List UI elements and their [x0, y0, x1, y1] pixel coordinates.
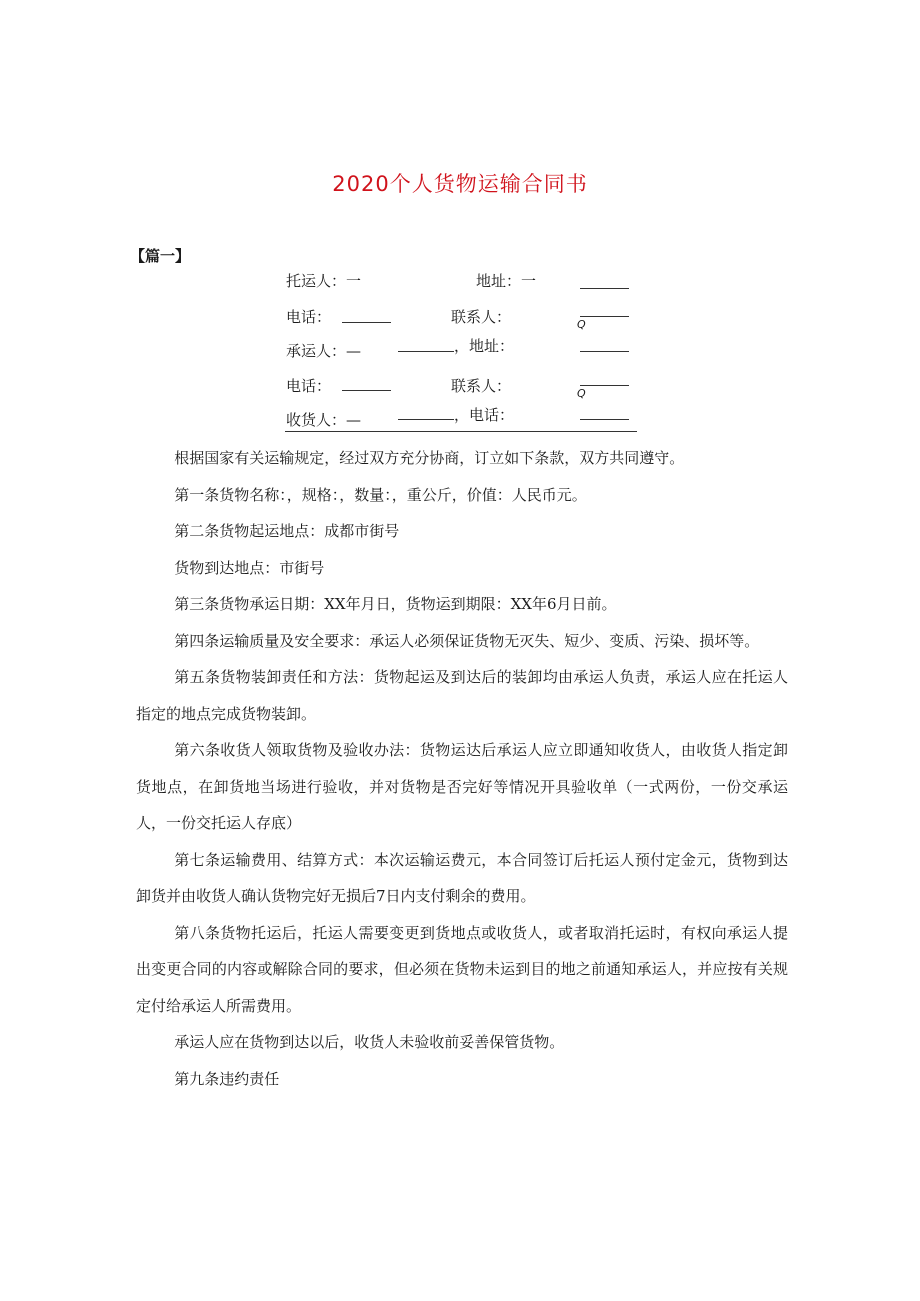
parties-underline: [285, 431, 637, 432]
paragraph-article-9: 第九条违约责任: [174, 1069, 280, 1088]
contact2-blank: [580, 385, 629, 386]
paragraph-article-7: 第七条运输费用、结算方式：本次运输运费元，本合同签订后托运人预付定金元，货物到达卸货并由收货人确认货物完好无损后7日内支付剩余的费用。: [136, 850, 788, 905]
paragraph-article-2: 第二条货物起运地点：成都市街号: [174, 522, 400, 540]
paragraph-article-1: 第一条货物名称：，规格：，数量：，重公斤，价值：人民币元。: [174, 485, 587, 504]
mark-q-2: Q: [577, 387, 586, 400]
carrier-address-label: ，地址：: [454, 337, 515, 355]
consignee-label: 收货人：—: [286, 411, 362, 429]
paragraph-intro: 根据国家有关运输规定，经过双方充分协商，订立如下条款，双方共同遵守。: [174, 449, 685, 467]
paragraph-article-5: 第五条货物装卸责任和方法：货物起运及到达后的装卸均由承运人负责，承运人应在托运人指定的地点完成货物装卸。: [136, 668, 788, 723]
shipper-address-blank: [580, 288, 629, 289]
consignee-phone-blank: [580, 419, 629, 420]
paragraph-article-6: 第六条收货人领取货物及验收办法：货物运达后承运人应立即通知收货人，由收货人指定卸货地点，在卸货地当场进行验收，并对货物是否完好等情况开具验收单（一式两份，一份交承运人，一份交托运人存底）: [136, 741, 788, 832]
carrier-address-blank: [580, 351, 629, 352]
shipper-address-label: 地址：一: [476, 272, 537, 290]
contact1-label: 联系人：: [451, 308, 512, 326]
shipper-label: 托运人：一: [286, 272, 362, 290]
mark-q: Q: [577, 318, 586, 331]
paragraph-destination: 货物到达地点：市街号: [174, 558, 325, 577]
phone1-label: 电话：: [286, 308, 332, 326]
carrier-label: 承运人：—: [286, 342, 362, 360]
phone2-blank: [342, 390, 391, 391]
paragraph-article-3: 第三条货物承运日期：XX年月日，货物运到期限：XX年6月日前。: [174, 595, 617, 613]
consignee-blank: [398, 419, 454, 420]
document-title: 2020个人货物运输合同书: [332, 172, 588, 196]
paragraph-carrier-duty: 承运人应在货物到达以后，收货人未验收前妥善保管货物。: [174, 1033, 565, 1051]
consignee-phone-label: ，电话：: [454, 406, 515, 424]
contract-body: [136, 440, 788, 1097]
phone2-label: 电话：: [286, 377, 332, 395]
contact1-blank: [580, 316, 629, 317]
carrier-blank: [398, 351, 454, 352]
phone1-blank: [342, 322, 391, 323]
contact2-label: 联系人：: [451, 377, 512, 395]
paragraph-article-8: 第八条货物托运后，托运人需要变更到货地点或收货人，或者取消托运时，有权向承运人提出变更合同的内容或解除合同的要求，但必须在货物未运到目的地之前通知承运人，并应按有关规定付给承运人所需费用。: [136, 923, 788, 1015]
section-label: 【篇一】: [130, 247, 191, 265]
paragraph-article-4: 第四条运输质量及安全要求：承运人必须保证货物无灭失、短少、变质、污染、损坏等。: [174, 631, 760, 650]
